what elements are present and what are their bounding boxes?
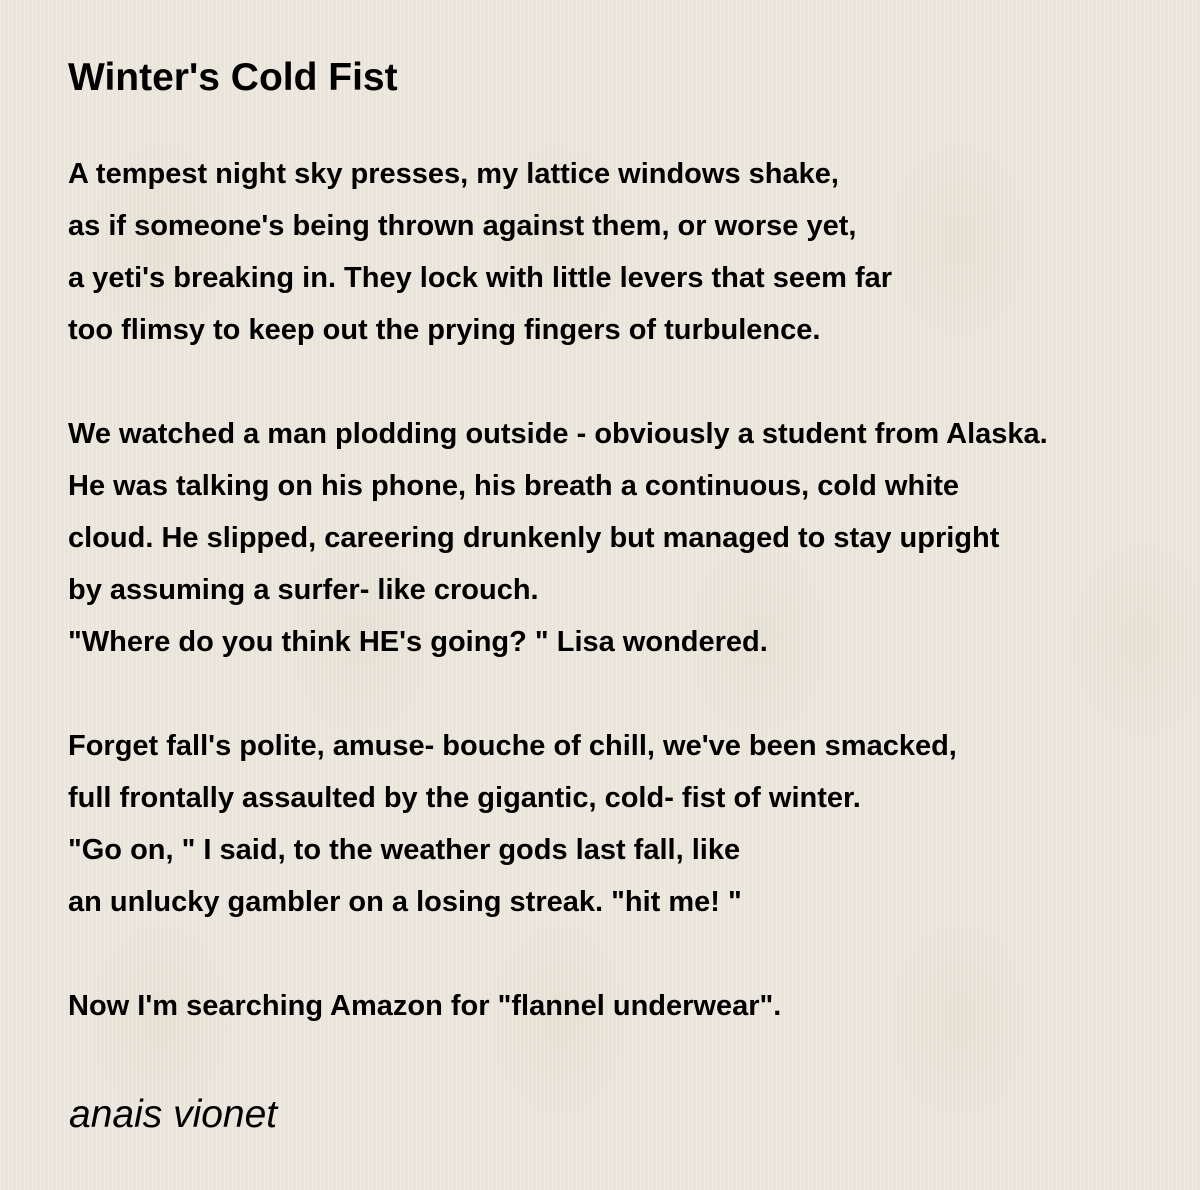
- poem-line: a yeti's breaking in. They lock with little levers that seem far: [68, 262, 893, 294]
- poem-line: an unlucky gambler on a losing streak. "hit me! ": [68, 886, 742, 918]
- poem-title: Winter's Cold Fist: [68, 56, 398, 99]
- poem-line: A tempest night sky presses, my lattice windows shake,: [68, 158, 839, 190]
- poem-author: anais vionet: [69, 1093, 278, 1136]
- stanza-break: [68, 928, 1188, 980]
- poem-line: too flimsy to keep out the prying fingers of turbulence.: [68, 314, 821, 346]
- poem-line: He was talking on his phone, his breath a continuous, cold white: [68, 470, 960, 502]
- poem-line: Now I'm searching Amazon for "flannel underwear".: [68, 990, 782, 1022]
- poem-line: cloud. He slipped, careering drunkenly but managed to stay upright: [68, 522, 1000, 554]
- stanza-break: [68, 356, 1188, 408]
- poem-line: full frontally assaulted by the gigantic, cold- fist of winter.: [68, 782, 861, 814]
- stanza-break: [68, 668, 1188, 720]
- poem-line: We watched a man plodding outside - obviously a student from Alaska.: [68, 418, 1048, 450]
- poem-line: "Where do you think HE's going? " Lisa wondered.: [68, 626, 768, 658]
- poem-page: [68, 52, 1188, 1136]
- poem-line: by assuming a surfer- like crouch.: [68, 574, 539, 606]
- poem-body: [68, 148, 1188, 1032]
- poem-line: Forget fall's polite, amuse- bouche of chill, we've been smacked,: [68, 730, 957, 762]
- poem-line: as if someone's being thrown against them, or worse yet,: [68, 210, 857, 242]
- poem-line: "Go on, " I said, to the weather gods last fall, like: [68, 834, 741, 866]
